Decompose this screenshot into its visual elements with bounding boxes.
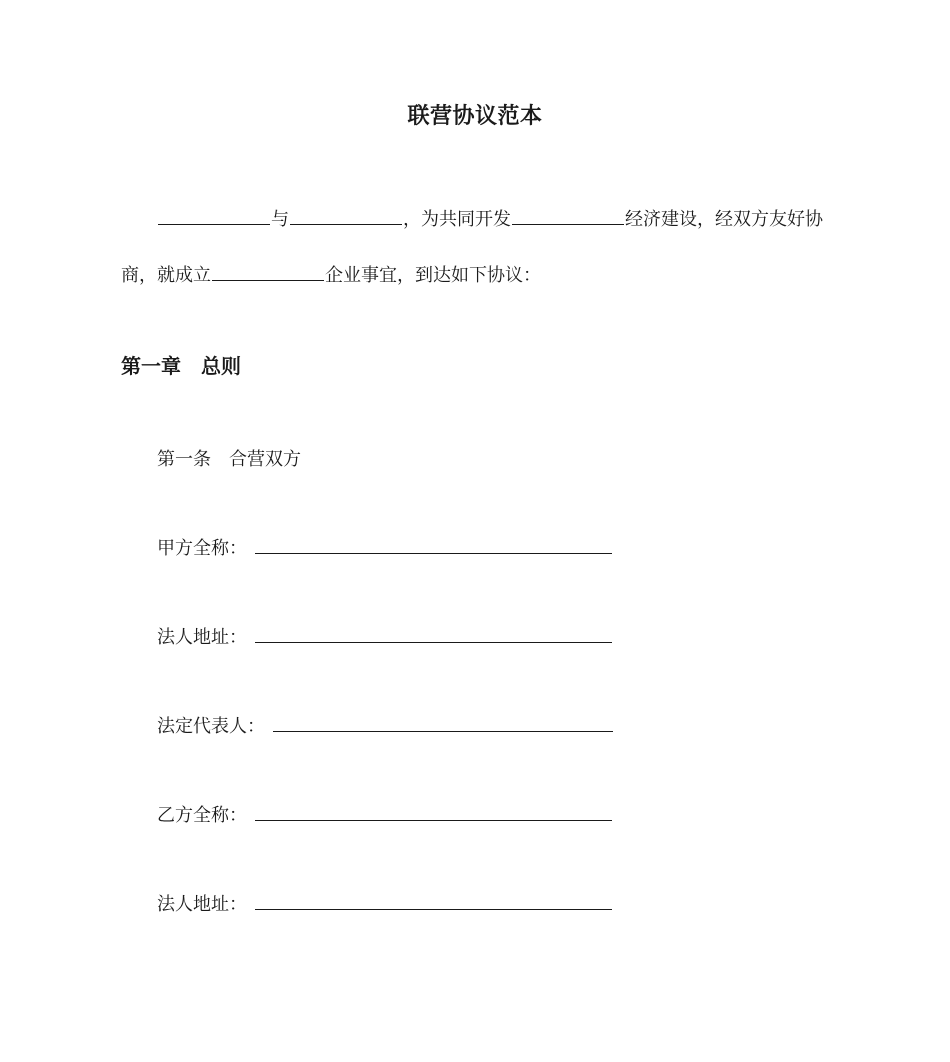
field-label: 乙方全称：	[157, 805, 247, 826]
field-party-b-name	[157, 801, 613, 828]
intro-text-negotiate: 经济建设，经双方友好协	[625, 209, 823, 230]
article-heading: 第一条 合营双方	[157, 449, 301, 470]
blank-party-a	[158, 205, 270, 225]
blank-party-b	[290, 205, 402, 225]
blank-region	[512, 205, 624, 225]
chapter-heading: 第一章 总则	[121, 354, 241, 378]
document-title: 联营协议范本	[407, 104, 543, 129]
intro-text-develop: ，为共同开发	[403, 209, 511, 230]
blank-field	[273, 712, 613, 732]
field-label: 法定代表人：	[157, 716, 265, 737]
field-party-b-address	[157, 890, 613, 917]
intro-text-establish: 商，就成立	[121, 265, 211, 286]
blank-field	[255, 890, 612, 910]
field-label: 甲方全称：	[157, 538, 247, 559]
field-label: 法人地址：	[157, 627, 247, 648]
intro-line-1	[157, 205, 823, 232]
blank-field	[255, 801, 612, 821]
blank-field	[255, 623, 612, 643]
intro-text-agreement: 企业事宜，到达如下协议：	[325, 265, 541, 286]
field-label: 法人地址：	[157, 894, 247, 915]
intro-line-2	[121, 261, 541, 288]
field-legal-representative	[157, 712, 614, 739]
field-party-a-address	[157, 623, 613, 650]
field-party-a-name	[157, 534, 613, 561]
blank-enterprise	[212, 261, 324, 281]
blank-field	[255, 534, 612, 554]
intro-text-and: 与	[271, 209, 289, 230]
